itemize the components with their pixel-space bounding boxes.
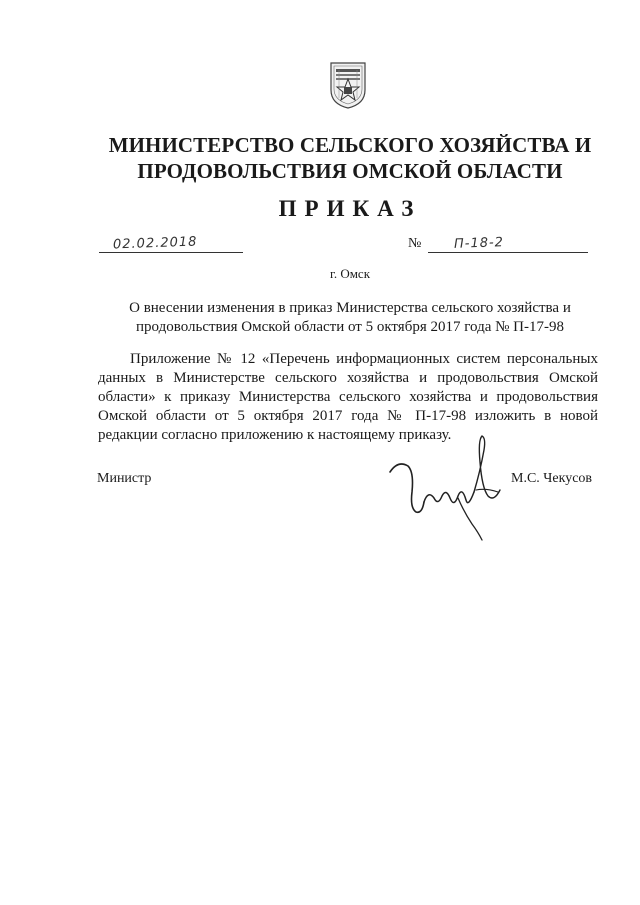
- ministry-name: [60, 132, 640, 184]
- signatory-name: М.С. Чекусов: [511, 471, 593, 486]
- city-label: г. Омск: [329, 266, 371, 281]
- handwritten-number: П-18-2: [453, 235, 505, 252]
- ministry-name-line1: МИНИСТЕРСТВО СЕЛЬСКОГО ХОЗЯЙСТВА И: [108, 133, 592, 157]
- date-field: [99, 232, 243, 253]
- subject-line2: продовольствия Омской области от 5 октября 2017 года № П-17-98: [136, 319, 564, 335]
- number-sign: №: [408, 236, 422, 251]
- signatory-position: Министр: [97, 471, 152, 486]
- subject-line1: О внесении изменения в приказ Министерства сельского хозяйства и: [129, 300, 571, 316]
- ministry-name-line2: ПРОДОВОЛЬСТВИЯ ОМСКОЙ ОБЛАСТИ: [137, 159, 563, 183]
- order-subject: [60, 299, 640, 337]
- handwritten-date: 02.02.2018: [112, 234, 198, 253]
- number-field: [428, 232, 588, 253]
- document-type-title: ПРИКАЗ: [278, 196, 422, 221]
- order-body-paragraph: Приложение № 12 «Перечень информационных систем персональных данных в Министерстве сельского хозяйства и продовольствия Омской области» к приказу Министерства сельского хозяйства и продовольствия Омской области от 5 октября 2017 года № П-17-98 изложить в новой редакции согласно приложению к настоящему приказу.: [98, 351, 598, 443]
- coat-of-arms-icon: [327, 60, 369, 110]
- handwritten-signature-icon: [388, 432, 508, 542]
